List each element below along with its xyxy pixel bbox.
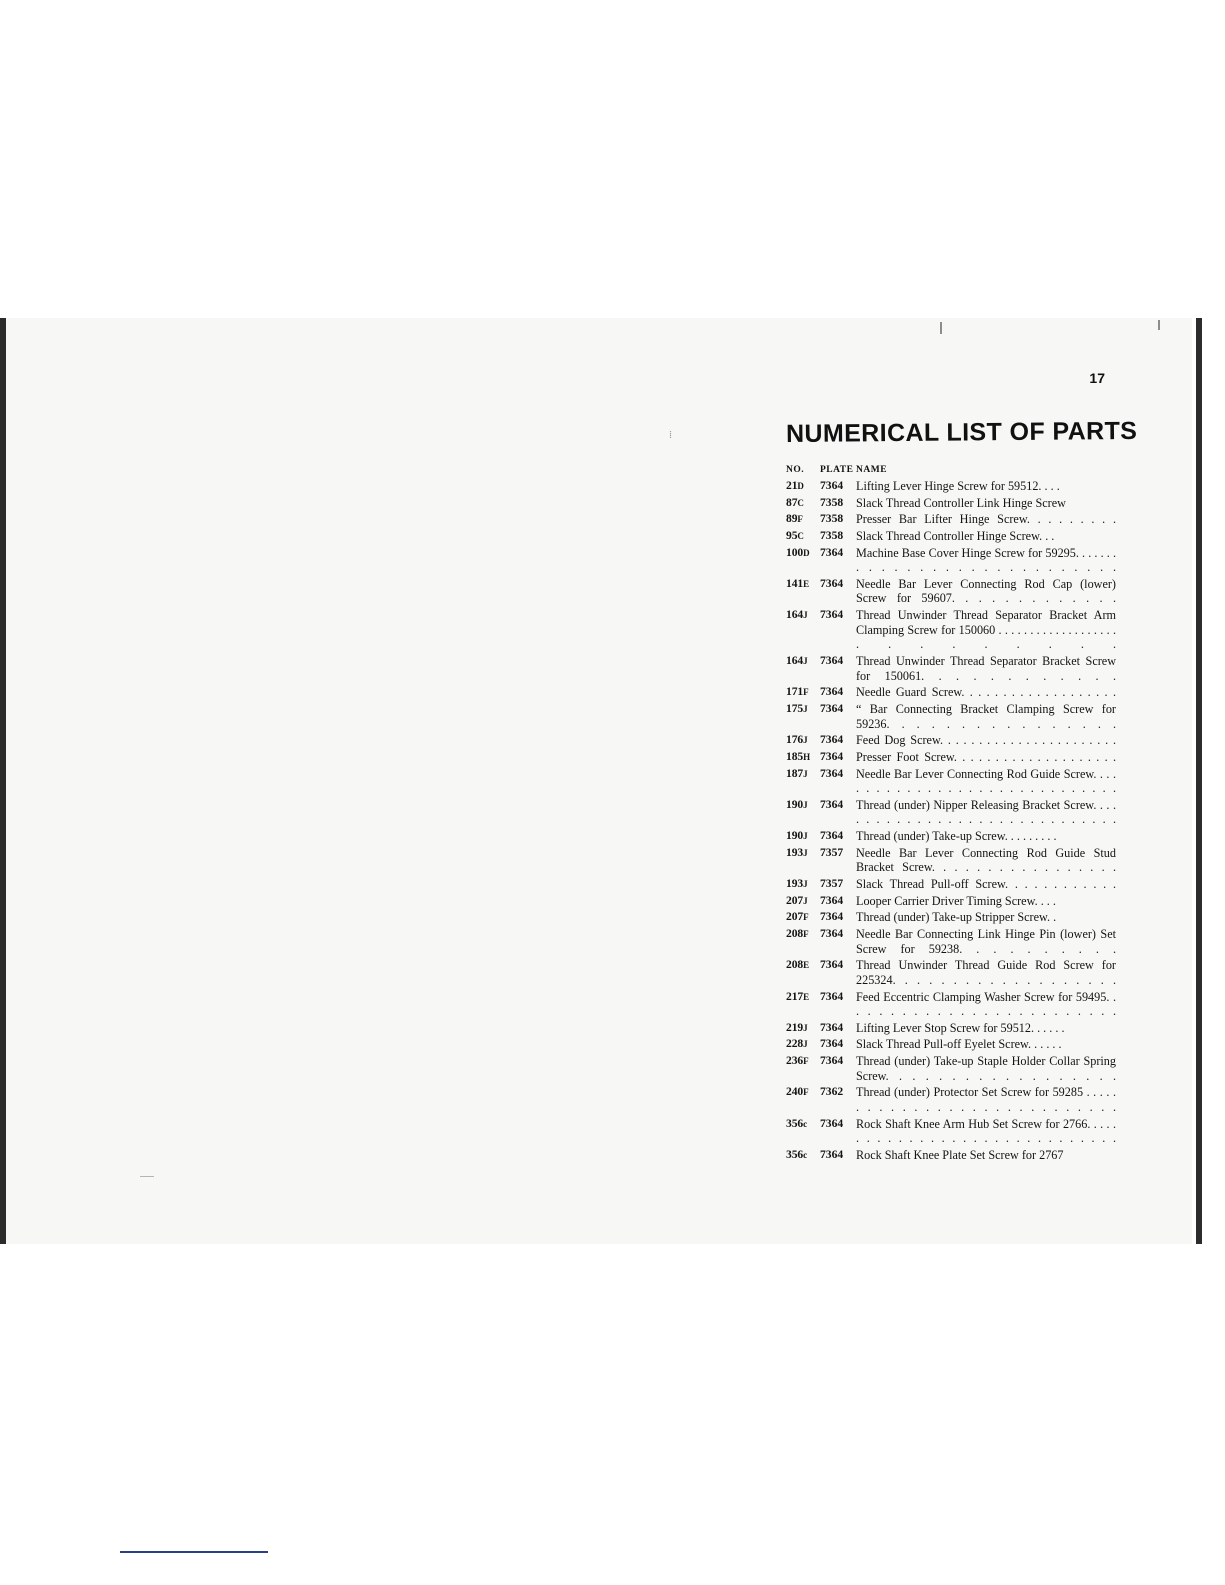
plate-number-cell: 7362: [820, 1085, 844, 1099]
plate-number-cell: 7364: [820, 479, 844, 492]
part-name-cell: Thread Unwinder Thread Guide Rod Screw for 225324. . . . . . . . . . . . . . . . . . .: [856, 958, 1116, 987]
part-number-suffix: H: [803, 751, 810, 762]
registration-tick-right: [1158, 320, 1160, 330]
table-row: [786, 653, 1116, 684]
part-number-suffix: F: [803, 912, 809, 923]
part-number-cell: 190J: [786, 829, 808, 843]
part-name-cell: Feed Dog Screw. . . . . . . . . . . . . . . . . . . . . . .: [856, 733, 1116, 748]
column-header-name: NAME: [856, 465, 888, 475]
part-number-cell: 193J: [786, 845, 808, 859]
table-row: [786, 749, 1116, 766]
table-row: [786, 684, 1116, 701]
plate-number-cell: 7358: [820, 495, 844, 509]
part-number-cell: 187J: [786, 766, 808, 780]
plate-number-cell: 7364: [820, 958, 844, 972]
part-number-cell: 141E: [786, 576, 809, 590]
table-row: [786, 478, 1116, 495]
part-number-cell: 164J: [786, 608, 808, 622]
plate-number-cell: 7364: [820, 989, 844, 1003]
plate-number-cell: 7364: [820, 893, 844, 907]
part-number-suffix: D: [797, 481, 804, 491]
part-number-suffix: J: [803, 703, 808, 714]
part-number-suffix: J: [803, 656, 808, 667]
part-number-suffix: J: [803, 895, 808, 906]
part-name-cell: Presser Bar Lifter Hinge Screw. . . . . . . . .: [856, 512, 1116, 527]
part-number-suffix: C: [797, 497, 804, 508]
plate-number-cell: 7358: [820, 528, 844, 542]
part-name-cell: Slack Thread Controller Link Hinge Screw: [856, 495, 1066, 510]
part-name-cell: Thread (under) Take-up Staple Holder Collar Spring Screw. . . . . . . . . . . . . . . . . .: [856, 1054, 1116, 1083]
stray-mark-1: ⁞: [669, 429, 673, 441]
part-name-cell: Thread (under) Nipper Releasing Bracket Screw. . . . . . . . . . . . . . . . . . . . . . . . . . . . . .: [856, 797, 1116, 827]
plate-number-cell: 7364: [820, 1147, 844, 1161]
column-header-no: NO.: [786, 465, 805, 475]
table-row: [786, 797, 1116, 828]
part-number-cell: 21D: [786, 479, 804, 492]
part-number-suffix: J: [803, 768, 808, 779]
part-number-suffix: F: [797, 514, 803, 525]
part-number-cell: 236F: [786, 1054, 809, 1068]
plate-number-cell: 7358: [820, 512, 844, 526]
part-name-cell: Presser Foot Screw. . . . . . . . . . . . . . . . . . . .: [856, 749, 1116, 764]
part-number-cell: 185H: [786, 749, 810, 763]
part-name-cell: Machine Base Cover Hinge Screw for 59295. . . . . . . . . . . . . . . . . . . . . . . . . . . .: [856, 545, 1116, 575]
part-number-cell: 208F: [786, 926, 809, 940]
plate-number-cell: 7364: [820, 608, 844, 622]
part-number-suffix: J: [803, 1039, 808, 1050]
part-number-suffix: F: [803, 687, 809, 698]
plate-number-cell: 7364: [820, 733, 844, 747]
part-number-suffix: D: [803, 547, 810, 558]
plate-number-cell: 7364: [820, 545, 844, 559]
part-name-cell: Lifting Lever Hinge Screw for 59512. . . .: [856, 479, 1060, 493]
plate-number-cell: 7364: [820, 1020, 844, 1034]
part-number-suffix: F: [803, 1087, 809, 1098]
table-row: [786, 1036, 1116, 1053]
table-header-row: [786, 465, 1116, 478]
table-row: [786, 845, 1116, 876]
registration-tick-left: [940, 322, 942, 334]
plate-number-cell: 7364: [820, 797, 844, 811]
part-number-cell: 240F: [786, 1085, 809, 1099]
table-row: [786, 926, 1116, 957]
table-row: [786, 528, 1116, 545]
part-number-cell: 164J: [786, 654, 808, 668]
plate-number-cell: 7364: [820, 910, 844, 924]
table-row: [786, 495, 1116, 512]
part-number-suffix: J: [803, 735, 808, 746]
part-number-cell: 87C: [786, 495, 804, 509]
table-header: [786, 465, 1116, 478]
table-row: [786, 989, 1116, 1020]
bottom-blue-rule: [120, 1551, 268, 1553]
part-number-cell: 176J: [786, 733, 808, 747]
part-name-cell: Thread (under) Take-up Screw. . . . . . . . .: [856, 829, 1057, 844]
part-number-suffix: J: [803, 847, 808, 858]
part-number-cell: 207J: [786, 893, 808, 907]
plate-number-cell: 7364: [820, 1054, 844, 1068]
page-title: NUMERICAL LIST OF PARTS: [785, 416, 1138, 448]
plate-number-cell: 7364: [820, 749, 844, 763]
numerical-parts-table: [786, 465, 1116, 1164]
plate-number-cell: 7364: [820, 701, 844, 715]
part-number-suffix: J: [803, 799, 808, 810]
table-row: [786, 1116, 1116, 1147]
part-number-cell: 193J: [786, 877, 808, 891]
part-name-cell: Thread (under) Protector Set Screw for 59285 . . . . . . . . . . . . . . . . . . . . . . . . . . . .: [856, 1085, 1116, 1114]
part-number-cell: 100D: [786, 545, 810, 559]
part-name-cell: Needle Bar Lever Connecting Rod Guide Screw. . . . . . . . . . . . . . . . . . . . . . . . . . . . . .: [856, 766, 1116, 796]
part-number-suffix: F: [803, 1056, 809, 1067]
part-number-cell: 356c: [786, 1116, 807, 1130]
table-row: [786, 957, 1116, 988]
part-number-cell: 190J: [786, 797, 808, 811]
part-number-suffix: C: [797, 530, 804, 541]
part-number-suffix: J: [803, 1022, 808, 1033]
table-row: [786, 511, 1116, 528]
part-name-cell: Needle Guard Screw. . . . . . . . . . . . . . . . . . .: [856, 685, 1116, 700]
part-name-cell: Feed Eccentric Clamping Washer Screw for 59495. . . . . . . . . . . . . . . . . . . . . . . . .: [856, 989, 1116, 1019]
part-number-suffix: F: [803, 928, 809, 939]
part-number-cell: 208E: [786, 958, 809, 972]
table-row: [786, 1020, 1116, 1037]
table-row: [786, 1053, 1116, 1084]
table-row: [786, 545, 1116, 576]
table-row: [786, 893, 1116, 910]
page-number: 17: [1089, 370, 1105, 386]
part-number-suffix: E: [803, 991, 809, 1002]
part-number-suffix: E: [803, 960, 809, 971]
stray-mark-2: [140, 1176, 154, 1177]
plate-number-cell: 7364: [820, 1116, 844, 1130]
plate-number-cell: 7357: [820, 845, 844, 859]
part-name-cell: Thread Unwinder Thread Separator Bracket Arm Clamping Screw for 150060 . . . . . . . . . . . . . . . . . . . . . . . . . . . .: [856, 608, 1116, 652]
part-number-suffix: J: [803, 879, 808, 890]
part-number-suffix: E: [803, 578, 809, 589]
table-row: [786, 1084, 1116, 1115]
plate-number-cell: 7364: [820, 654, 844, 668]
part-name-cell: Slack Thread Pull-off Eyelet Screw. . . . . .: [856, 1037, 1062, 1052]
plate-number-cell: 7364: [820, 576, 844, 590]
table-row: [786, 766, 1116, 797]
table-row: [786, 607, 1116, 653]
plate-number-cell: 7357: [820, 877, 844, 891]
part-name-cell: Slack Thread Controller Hinge Screw. . .: [856, 528, 1055, 543]
table-body: [786, 478, 1116, 1164]
plate-number-cell: 7364: [820, 685, 844, 699]
table-row: [786, 828, 1116, 845]
table-row: [786, 576, 1116, 607]
part-number-cell: 207F: [786, 910, 809, 924]
part-name-cell: Needle Bar Lever Connecting Rod Cap (lower) Screw for 59607. . . . . . . . . . . . .: [856, 576, 1116, 606]
table-row: [786, 876, 1116, 893]
part-number-cell: 356c: [786, 1147, 807, 1161]
column-header-plate: PLATE: [820, 465, 854, 475]
table-row: [786, 909, 1116, 926]
part-name-cell: Slack Thread Pull-off Screw. . . . . . . . . . . .: [856, 877, 1116, 892]
part-number-suffix: c: [803, 1149, 807, 1160]
part-name-cell: Thread (under) Take-up Stripper Screw. .: [856, 910, 1057, 925]
part-number-suffix: J: [803, 610, 808, 621]
plate-number-cell: 7364: [820, 829, 844, 843]
part-name-cell: Rock Shaft Knee Plate Set Screw for 2767: [856, 1147, 1064, 1162]
part-name-cell: Needle Bar Lever Connecting Rod Guide Stud Bracket Screw. . . . . . . . . . . . . . . . .: [856, 845, 1116, 875]
part-number-cell: 217E: [786, 989, 809, 1003]
page-right-edge: [1196, 318, 1202, 1244]
plate-number-cell: 7364: [820, 926, 844, 940]
part-number-cell: 228J: [786, 1037, 808, 1051]
part-number-cell: 175J: [786, 701, 808, 715]
part-number-cell: 89F: [786, 512, 803, 526]
table-row: [786, 732, 1116, 749]
part-name-cell: Rock Shaft Knee Arm Hub Set Screw for 2766. . . . . . . . . . . . . . . . . . . . . . . . . . . . . .: [856, 1116, 1116, 1146]
part-name-cell: Lifting Lever Stop Screw for 59512. . . . . .: [856, 1020, 1065, 1035]
table-row: [786, 701, 1116, 732]
part-name-cell: “ Bar Connecting Bracket Clamping Screw for 59236. . . . . . . . . . . . . . . .: [856, 701, 1116, 731]
part-number-cell: 219J: [786, 1020, 808, 1034]
part-name-cell: Thread Unwinder Thread Separator Bracket Screw for 150061. . . . . . . . . . . .: [856, 654, 1116, 683]
part-number-cell: 95C: [786, 528, 804, 542]
part-name-cell: Looper Carrier Driver Timing Screw. . . .: [856, 893, 1056, 908]
plate-number-cell: 7364: [820, 766, 844, 780]
table-row: [786, 1147, 1116, 1164]
part-name-cell: Needle Bar Connecting Link Hinge Pin (lower) Set Screw for 59238. . . . . . . . . .: [856, 926, 1116, 956]
plate-number-cell: 7364: [820, 1037, 844, 1051]
part-number-suffix: c: [803, 1118, 807, 1129]
parts-list-section: [785, 416, 1138, 1164]
part-number-suffix: J: [803, 831, 808, 842]
part-number-cell: 171F: [786, 685, 809, 699]
